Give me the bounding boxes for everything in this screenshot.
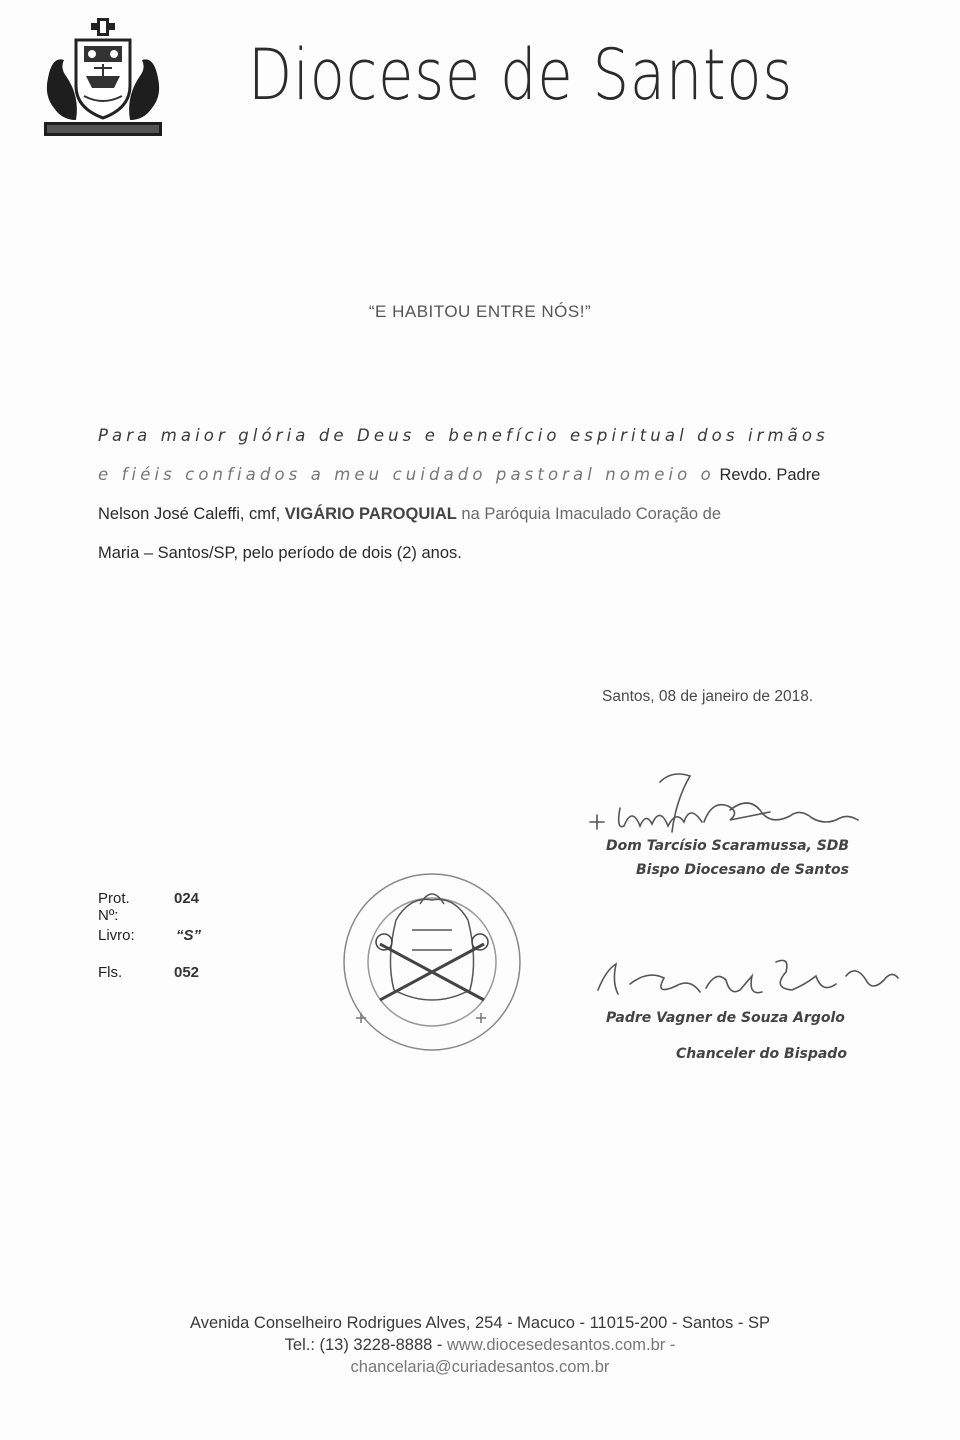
bishop-signature bbox=[590, 774, 858, 832]
text: Nelson José Caleffi, cmf, bbox=[98, 505, 281, 523]
bishop-title: Bispo Diocesano de Santos bbox=[636, 862, 849, 878]
text: Maria – Santos/SP, pelo período de dois (2) anos. bbox=[98, 544, 462, 562]
document-date: Santos, 08 de janeiro de 2018. bbox=[602, 688, 814, 705]
word: glória bbox=[238, 426, 310, 445]
footer-email-link[interactable]: chancelaria@curiadesantos.com.br bbox=[350, 1358, 610, 1376]
footer-phone-web bbox=[0, 1334, 960, 1356]
role-text: VIGÁRIO PAROQUIAL bbox=[284, 505, 457, 523]
chancellor-title: Chanceler do Bispado bbox=[676, 1046, 847, 1062]
word: irmãos bbox=[747, 426, 829, 445]
book-value: “S” bbox=[176, 927, 202, 944]
folio-value: 052 bbox=[174, 964, 200, 981]
diocesan-seal bbox=[344, 874, 520, 1050]
book-label: Livro: bbox=[98, 927, 135, 944]
diocese-title: Diocese de Santos bbox=[248, 34, 794, 116]
text: Revdo. Padre bbox=[719, 466, 821, 484]
protocol-label: Prot. Nº: bbox=[98, 890, 130, 924]
chancellor-name: Padre Vagner de Souza Argolo bbox=[606, 1010, 845, 1026]
word: dos bbox=[697, 426, 739, 445]
footer-phone: Tel.: (13) 3228-8888 - bbox=[284, 1336, 443, 1354]
word: maior bbox=[160, 426, 229, 445]
word: e bbox=[424, 426, 439, 445]
word: benefício bbox=[448, 426, 561, 445]
word: Para bbox=[98, 426, 152, 445]
italic-text: e fiéis confiados a meu cuidado pastoral nomeio o bbox=[98, 465, 715, 484]
protocol-value: 024 bbox=[174, 890, 200, 907]
footer-contact bbox=[0, 1312, 960, 1378]
bishop-name: Dom Tarcísio Scaramussa, SDB bbox=[606, 838, 850, 854]
word: Deus bbox=[357, 426, 416, 445]
word: espiritual bbox=[569, 426, 688, 445]
text: na Paróquia Imaculado Coração de bbox=[461, 505, 722, 523]
chancellor-signature bbox=[598, 960, 898, 994]
motto-heading: “E HABITOU ENTRE NÓS!” bbox=[368, 302, 592, 321]
footer-address: Avenida Conselheiro Rodrigues Alves, 254 - Macuco - 11015-200 - Santos - SP bbox=[190, 1314, 770, 1332]
word: de bbox=[318, 426, 348, 445]
footer-website-link[interactable]: www.diocesedesantos.com.br - bbox=[447, 1336, 676, 1354]
folio-label: Fls. bbox=[98, 964, 123, 981]
